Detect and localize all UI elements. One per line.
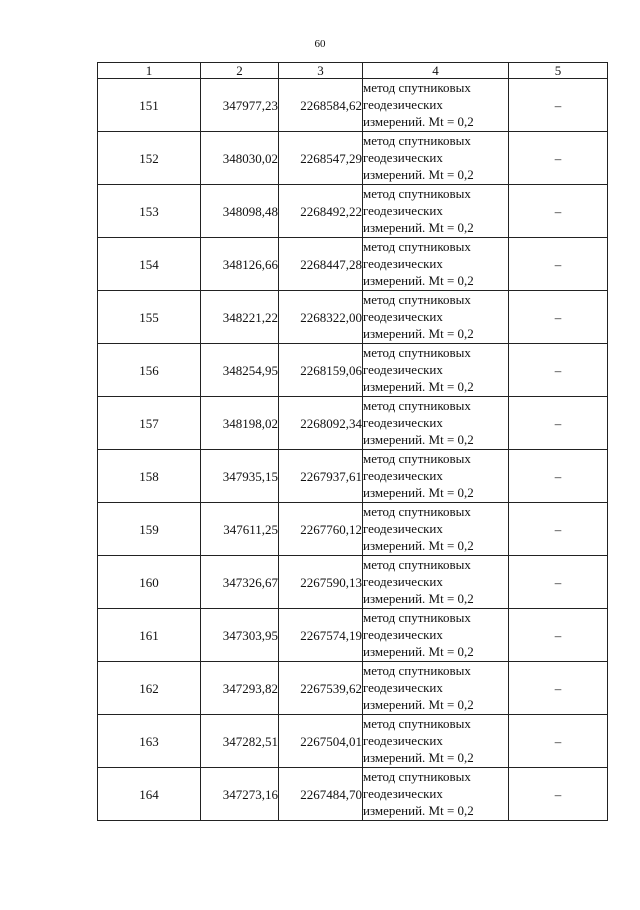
method-line: метод спутниковых bbox=[363, 398, 471, 413]
table-row bbox=[98, 344, 608, 397]
method-line: измерений. Mt = 0,2 bbox=[363, 644, 474, 659]
header-col-5: 5 bbox=[509, 63, 608, 79]
point-number-cell: 151 bbox=[98, 79, 201, 132]
method-line: геодезических bbox=[363, 150, 443, 165]
x-coordinate-cell: 348221,22 bbox=[201, 291, 279, 344]
point-number-cell: 162 bbox=[98, 662, 201, 715]
method-line: геодезических bbox=[363, 680, 443, 695]
method-cell bbox=[363, 556, 509, 609]
table-row bbox=[98, 662, 608, 715]
method-line: измерений. Mt = 0,2 bbox=[363, 326, 474, 341]
x-coordinate-cell: 348098,48 bbox=[201, 185, 279, 238]
method-line: метод спутниковых bbox=[363, 345, 471, 360]
point-number-cell: 159 bbox=[98, 503, 201, 556]
method-line: геодезических bbox=[363, 468, 443, 483]
note-cell: – bbox=[509, 132, 608, 185]
x-coordinate-cell: 348198,02 bbox=[201, 397, 279, 450]
y-coordinate-cell: 2268584,62 bbox=[279, 79, 363, 132]
note-cell: – bbox=[509, 397, 608, 450]
x-coordinate-cell: 347977,23 bbox=[201, 79, 279, 132]
x-coordinate-cell: 347282,51 bbox=[201, 715, 279, 768]
method-cell bbox=[363, 450, 509, 503]
point-number-cell: 163 bbox=[98, 715, 201, 768]
table-body bbox=[98, 79, 608, 821]
method-cell bbox=[363, 132, 509, 185]
method-line: измерений. Mt = 0,2 bbox=[363, 114, 474, 129]
method-line: метод спутниковых bbox=[363, 769, 471, 784]
note-cell: – bbox=[509, 291, 608, 344]
header-col-2: 2 bbox=[201, 63, 279, 79]
point-number-cell: 157 bbox=[98, 397, 201, 450]
method-line: геодезических bbox=[363, 415, 443, 430]
x-coordinate-cell: 347303,95 bbox=[201, 609, 279, 662]
x-coordinate-cell: 348254,95 bbox=[201, 344, 279, 397]
method-line: измерений. Mt = 0,2 bbox=[363, 273, 474, 288]
y-coordinate-cell: 2268092,34 bbox=[279, 397, 363, 450]
method-line: измерений. Mt = 0,2 bbox=[363, 432, 474, 447]
method-line: геодезических bbox=[363, 786, 443, 801]
note-cell: – bbox=[509, 185, 608, 238]
note-cell: – bbox=[509, 503, 608, 556]
header-col-4: 4 bbox=[363, 63, 509, 79]
method-cell bbox=[363, 79, 509, 132]
y-coordinate-cell: 2267590,13 bbox=[279, 556, 363, 609]
method-line: геодезических bbox=[363, 362, 443, 377]
method-line: измерений. Mt = 0,2 bbox=[363, 167, 474, 182]
method-line: метод спутниковых bbox=[363, 610, 471, 625]
method-line: метод спутниковых bbox=[363, 557, 471, 572]
y-coordinate-cell: 2268492,22 bbox=[279, 185, 363, 238]
y-coordinate-cell: 2268547,29 bbox=[279, 132, 363, 185]
method-line: метод спутниковых bbox=[363, 239, 471, 254]
x-coordinate-cell: 348030,02 bbox=[201, 132, 279, 185]
point-number-cell: 155 bbox=[98, 291, 201, 344]
point-number-cell: 156 bbox=[98, 344, 201, 397]
method-line: геодезических bbox=[363, 521, 443, 536]
method-line: геодезических bbox=[363, 733, 443, 748]
method-line: геодезических bbox=[363, 97, 443, 112]
point-number-cell: 164 bbox=[98, 768, 201, 821]
note-cell: – bbox=[509, 344, 608, 397]
y-coordinate-cell: 2267574,19 bbox=[279, 609, 363, 662]
table-row bbox=[98, 715, 608, 768]
method-line: измерений. Mt = 0,2 bbox=[363, 591, 474, 606]
method-cell bbox=[363, 768, 509, 821]
method-line: измерений. Mt = 0,2 bbox=[363, 379, 474, 394]
method-line: метод спутниковых bbox=[363, 292, 471, 307]
table-row bbox=[98, 185, 608, 238]
note-cell: – bbox=[509, 556, 608, 609]
table-row bbox=[98, 132, 608, 185]
method-line: геодезических bbox=[363, 309, 443, 324]
y-coordinate-cell: 2267937,61 bbox=[279, 450, 363, 503]
point-number-cell: 158 bbox=[98, 450, 201, 503]
note-cell: – bbox=[509, 79, 608, 132]
table-row bbox=[98, 503, 608, 556]
method-line: геодезических bbox=[363, 203, 443, 218]
method-line: метод спутниковых bbox=[363, 80, 471, 95]
method-line: метод спутниковых bbox=[363, 504, 471, 519]
note-cell: – bbox=[509, 662, 608, 715]
note-cell: – bbox=[509, 238, 608, 291]
coordinates-table bbox=[97, 62, 608, 821]
point-number-cell: 160 bbox=[98, 556, 201, 609]
x-coordinate-cell: 347273,16 bbox=[201, 768, 279, 821]
method-line: измерений. Mt = 0,2 bbox=[363, 485, 474, 500]
method-line: измерений. Mt = 0,2 bbox=[363, 220, 474, 235]
y-coordinate-cell: 2267484,70 bbox=[279, 768, 363, 821]
x-coordinate-cell: 347935,15 bbox=[201, 450, 279, 503]
table-row bbox=[98, 450, 608, 503]
table-row bbox=[98, 768, 608, 821]
point-number-cell: 153 bbox=[98, 185, 201, 238]
table-row bbox=[98, 79, 608, 132]
point-number-cell: 161 bbox=[98, 609, 201, 662]
point-number-cell: 154 bbox=[98, 238, 201, 291]
table-row bbox=[98, 397, 608, 450]
method-line: измерений. Mt = 0,2 bbox=[363, 803, 474, 818]
page-number: 60 bbox=[314, 38, 326, 50]
x-coordinate-cell: 347326,67 bbox=[201, 556, 279, 609]
method-line: геодезических bbox=[363, 574, 443, 589]
method-line: метод спутниковых bbox=[363, 716, 471, 731]
note-cell: – bbox=[509, 715, 608, 768]
y-coordinate-cell: 2268447,28 bbox=[279, 238, 363, 291]
method-cell bbox=[363, 662, 509, 715]
method-line: метод спутниковых bbox=[363, 133, 471, 148]
method-cell bbox=[363, 185, 509, 238]
method-line: измерений. Mt = 0,2 bbox=[363, 750, 474, 765]
method-line: измерений. Mt = 0,2 bbox=[363, 697, 474, 712]
header-row bbox=[98, 63, 608, 79]
x-coordinate-cell: 348126,66 bbox=[201, 238, 279, 291]
method-line: измерений. Mt = 0,2 bbox=[363, 538, 474, 553]
y-coordinate-cell: 2267504,01 bbox=[279, 715, 363, 768]
method-cell bbox=[363, 715, 509, 768]
note-cell: – bbox=[509, 609, 608, 662]
method-line: метод спутниковых bbox=[363, 451, 471, 466]
header-col-1: 1 bbox=[98, 63, 201, 79]
table-row bbox=[98, 556, 608, 609]
method-cell bbox=[363, 503, 509, 556]
y-coordinate-cell: 2268322,00 bbox=[279, 291, 363, 344]
table-row bbox=[98, 238, 608, 291]
table-row bbox=[98, 291, 608, 344]
method-line: геодезических bbox=[363, 256, 443, 271]
method-line: геодезических bbox=[363, 627, 443, 642]
method-cell bbox=[363, 344, 509, 397]
method-cell bbox=[363, 397, 509, 450]
y-coordinate-cell: 2267760,12 bbox=[279, 503, 363, 556]
y-coordinate-cell: 2268159,06 bbox=[279, 344, 363, 397]
method-cell bbox=[363, 291, 509, 344]
note-cell: – bbox=[509, 450, 608, 503]
method-line: метод спутниковых bbox=[363, 663, 471, 678]
note-cell: – bbox=[509, 768, 608, 821]
point-number-cell: 152 bbox=[98, 132, 201, 185]
x-coordinate-cell: 347293,82 bbox=[201, 662, 279, 715]
header-col-3: 3 bbox=[279, 63, 363, 79]
method-cell bbox=[363, 238, 509, 291]
method-line: метод спутниковых bbox=[363, 186, 471, 201]
table-row bbox=[98, 609, 608, 662]
method-cell bbox=[363, 609, 509, 662]
y-coordinate-cell: 2267539,62 bbox=[279, 662, 363, 715]
x-coordinate-cell: 347611,25 bbox=[201, 503, 279, 556]
